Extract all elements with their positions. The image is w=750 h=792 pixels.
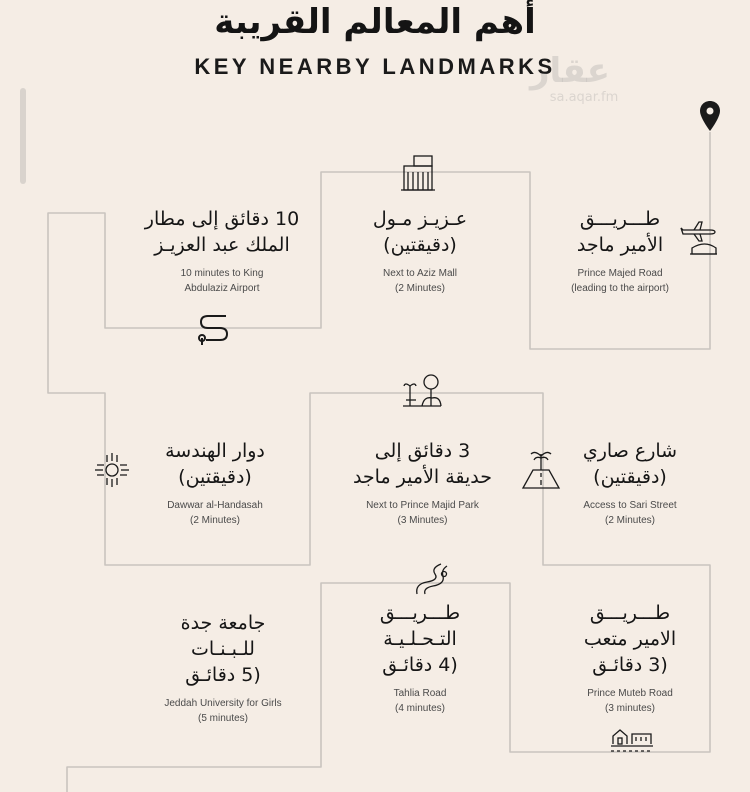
landmark-title-line: الملك عبد العزيـز [154, 234, 290, 256]
landmark-subtitle-line: (2 Minutes) [604, 515, 655, 526]
landmark-card-prince-muteb-road [550, 600, 710, 716]
landmark-subtitle-en [122, 266, 322, 296]
landmark-subtitle-en [330, 498, 515, 528]
landmark-subtitle-line: Next to Aziz Mall [383, 268, 457, 279]
landmark-title-line: للـبـنـات [191, 638, 255, 660]
landmark-title-ar [140, 438, 290, 490]
landmark-subtitle-line: (5 minutes) [197, 713, 248, 724]
title-arabic: أهم المعالم القريبة [214, 2, 536, 42]
landmark-card-prince-majid-park [330, 438, 515, 528]
landmark-subtitle-en [140, 498, 290, 528]
landmark-card-tahlia-road [355, 600, 485, 716]
landmark-title-line: (5 دقائـق [185, 664, 261, 686]
landmark-card-prince-majed-road [540, 206, 700, 296]
landmark-subtitle-line: (2 Minutes) [394, 283, 445, 294]
winding-road-icon [413, 562, 449, 596]
landmark-subtitle-line: (4 minutes) [394, 703, 445, 714]
landmark-card-jeddah-university-for-girls [148, 610, 298, 726]
landmark-title-line: طـــريـــق [579, 208, 661, 230]
landmark-title-line: (دقيقتين) [178, 466, 252, 488]
landmark-subtitle-line: 10 minutes to King [180, 268, 264, 279]
street-road-icon [519, 448, 563, 490]
landmark-subtitle-line: Jeddah University for Girls [164, 698, 282, 709]
landmark-subtitle-en [560, 498, 700, 528]
landmark-title-line: جامعة جدة [180, 612, 266, 634]
landmark-title-line: الأمير ماجد [576, 234, 664, 256]
landmark-subtitle-line: Tahlia Road [393, 688, 447, 699]
route-icon [196, 311, 232, 347]
landmark-title-line: شارع صاري [582, 440, 678, 462]
landmark-subtitle-en [540, 266, 700, 296]
landmark-card-sari-street [560, 438, 700, 528]
landmark-title-line: الامير متعب [583, 628, 677, 650]
landmark-title-line: (4 دقائـق [382, 654, 458, 676]
watermark-text: عقار [529, 51, 611, 91]
roundabout-icon [94, 452, 130, 488]
landmark-subtitle-en [355, 686, 485, 716]
landmark-subtitle-line: Prince Majed Road [577, 268, 663, 279]
landmark-title-line: طـــريـــق [379, 602, 461, 624]
watermark-url: sa.aqar.fm [549, 90, 619, 105]
park-trees-icon [402, 372, 442, 410]
landmark-title-ar [122, 206, 322, 258]
landmark-title-line: (دقيقتين) [593, 466, 667, 488]
landmark-title-line: 3 دقائق إلى [374, 440, 471, 462]
landmark-title-line: عـزيـز مـول [372, 208, 468, 230]
mall-building-icon [400, 154, 436, 192]
landmark-subtitle-line: Next to Prince Majid Park [366, 500, 479, 511]
landmark-subtitle-line: (leading to the airport) [571, 283, 669, 294]
landmark-title-ar [540, 206, 700, 258]
landmark-title-line: 10 دقائق إلى مطار [144, 208, 300, 230]
landmark-card-dawwar-al-handasah [140, 438, 290, 528]
landmark-subtitle-line: Dawwar al-Handasah [167, 500, 263, 511]
landmark-card-airport [122, 206, 322, 296]
landmark-title-line: دوار الهندسة [165, 440, 265, 462]
landmark-subtitle-line: Abdulaziz Airport [184, 283, 260, 294]
landmark-subtitle-line: (2 Minutes) [189, 515, 240, 526]
landmark-title-ar [330, 438, 515, 490]
landmark-title-line: (3 دقائـق [592, 654, 668, 676]
landmark-title-ar [148, 610, 298, 688]
landmark-card-aziz-mall [330, 206, 510, 296]
houses-icon [610, 724, 654, 754]
landmark-title-ar [330, 206, 510, 258]
landmark-title-ar [550, 600, 710, 678]
landmark-title-line: طـــريـــق [589, 602, 671, 624]
landmark-subtitle-line: Prince Muteb Road [587, 688, 673, 699]
landmark-subtitle-line: (3 minutes) [604, 703, 655, 714]
landmark-title-ar [560, 438, 700, 490]
landmark-subtitle-line: Access to Sari Street [583, 500, 677, 511]
landmark-subtitle-en [330, 266, 510, 296]
landmark-title-line: حديقة الأمير ماجد [352, 466, 493, 488]
map-pin-icon [699, 100, 721, 132]
landmark-subtitle-en [550, 686, 710, 716]
landmark-title-ar [355, 600, 485, 678]
landmark-subtitle-line: (3 Minutes) [397, 515, 448, 526]
landmark-title-line: التـحـلـيـة [383, 628, 457, 650]
landmark-title-line: (دقيقتين) [383, 234, 457, 256]
landmark-subtitle-en [148, 696, 298, 726]
title-english: KEY NEARBY LANDMARKS [194, 54, 556, 79]
